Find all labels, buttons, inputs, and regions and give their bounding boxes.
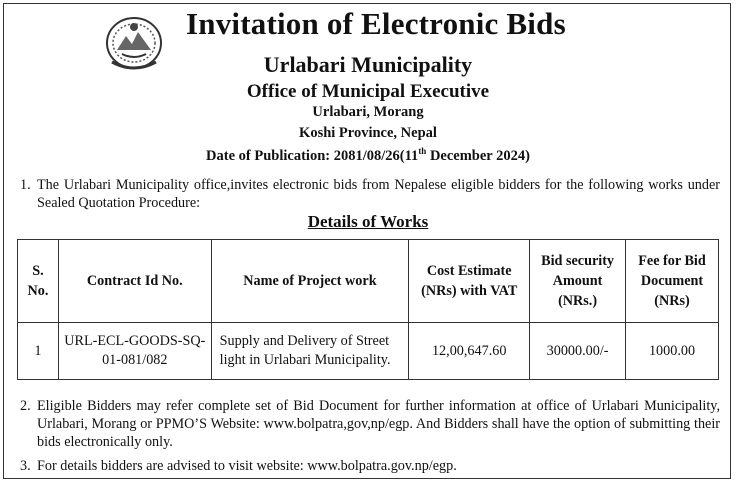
paragraph-text: The Urlabari Municipality office,invites electronic bids from Nepalese eligible bidders for the following works under Sealed Quotation Procedure: bbox=[37, 177, 720, 211]
paragraph-text: For details bidders are advised to visit website: www.bolpatra.gov.np/egp. bbox=[37, 458, 457, 474]
office-name: Office of Municipal Executive bbox=[246, 81, 490, 102]
paragraph-number: 3. bbox=[20, 458, 31, 474]
cell-project-name: Supply and Delivery of Street light in Urlabari Municipality. bbox=[211, 323, 409, 380]
table-row bbox=[18, 323, 719, 380]
table-heading: Details of Works bbox=[307, 212, 429, 231]
cell-document-fee: 1000.00 bbox=[626, 323, 719, 380]
publication-date bbox=[0, 146, 736, 165]
works-table bbox=[17, 239, 719, 380]
paragraph-number: 2. bbox=[20, 398, 31, 414]
cell-bid-security: 30000.00/- bbox=[530, 323, 626, 380]
paragraph-2 bbox=[20, 397, 720, 451]
table-header-row bbox=[18, 240, 719, 323]
column-header-sno: S. No. bbox=[18, 240, 59, 323]
publication-date-suffix: December 2024) bbox=[426, 147, 530, 164]
paragraph-3 bbox=[20, 457, 720, 475]
cell-cost-estimate: 12,00,647.60 bbox=[409, 323, 530, 380]
column-header-project-name: Name of Project work bbox=[211, 240, 409, 323]
publication-date-sup: th bbox=[418, 146, 427, 156]
paragraph-text: Eligible Bidders may refer complete set of Bid Document for further information at office of Urlabari Municipality, Urlabari, Morang or PPMO’S Website: www.bolpatra,gov,np/egp. And Bidders shall have the option of submitting their bids electronically only. bbox=[37, 398, 720, 450]
province-line: Koshi Province, Nepal bbox=[299, 125, 437, 141]
municipality-name: Urlabari Municipality bbox=[263, 52, 473, 77]
column-header-document-fee: Fee for Bid Document (NRs) bbox=[626, 240, 719, 323]
notice-title: Invitation of Electronic Bids bbox=[186, 6, 566, 41]
column-header-bid-security: Bid security Amount (NRs.) bbox=[530, 240, 626, 323]
publication-date-prefix: Date of Publication: 2081/08/26(11 bbox=[206, 147, 419, 164]
cell-contract-id: URL-ECL-GOODS-SQ-01-081/082 bbox=[58, 323, 211, 380]
paragraph-number: 1. bbox=[20, 177, 31, 193]
paragraph-1 bbox=[20, 176, 720, 212]
address-line: Urlabari, Morang bbox=[312, 104, 424, 120]
column-header-cost-estimate: Cost Estimate (NRs) with VAT bbox=[409, 240, 530, 323]
cell-sno: 1 bbox=[18, 323, 59, 380]
column-header-contract-id: Contract Id No. bbox=[58, 240, 211, 323]
